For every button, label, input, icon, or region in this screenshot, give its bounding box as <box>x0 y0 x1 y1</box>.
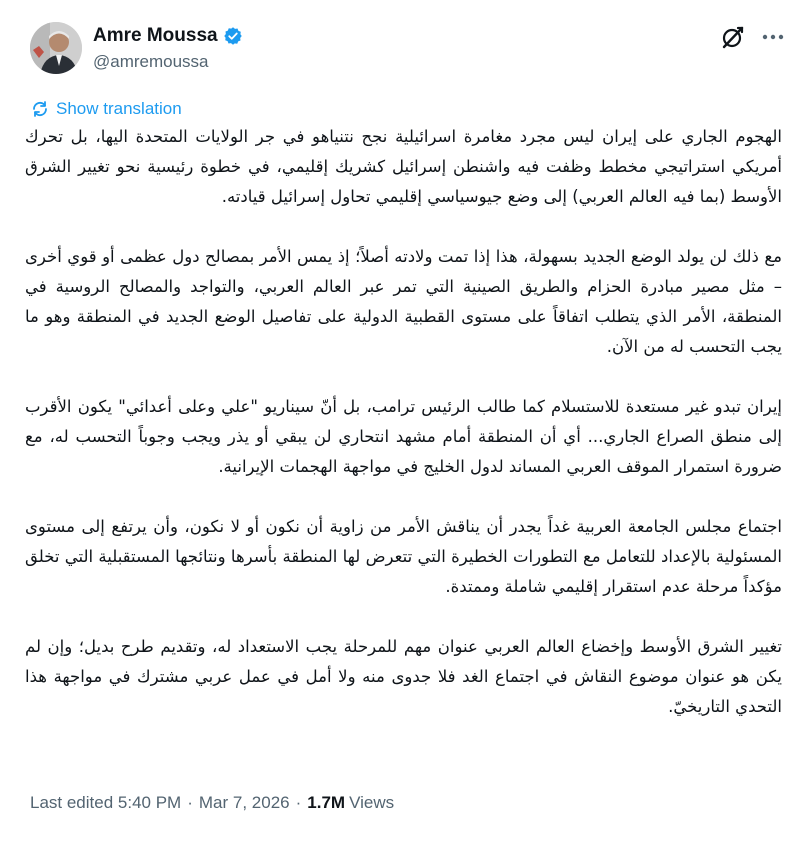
views-count: 1.7M <box>307 793 346 812</box>
author-handle[interactable]: @amremoussa <box>93 52 209 71</box>
post-meta <box>30 793 394 813</box>
verified-badge-icon <box>223 26 243 46</box>
views-label: Views <box>349 793 395 812</box>
show-translation-button[interactable] <box>30 99 182 119</box>
edited-timestamp[interactable]: Last edited 5:40 PM <box>30 793 182 812</box>
post-paragraph-3: إيران تبدو غير مستعدة للاستسلام كما طالب الرئيس ترامب، بل أنّ سيناريو "علي وعلى أعدائي" يكون الأقرب إلى منطق الصراع الجاري... أي أن المنطقة أمام مشهد انتحاري لن يبقي أو يذر ويجب وجوباً التحسب له، مع ضرورة استمرار الموقف العربي المساند لدول الخليج في مواجهة الهجمات الإيرانية. <box>25 397 782 476</box>
post-paragraph-5: تغيير الشرق الأوسط وإخضاع العالم العربي عنوان مهم للمرحلة يجب الاستعداد له، وتقديم طرح بديل؛ وإن لم يكن هو عنوان موضوع النقاش في اجتماع الغد فلا جدوى منه ولا أمل في عمل عربي مشترك في مواجهة هذا التحدي التاريخيّ. <box>25 637 782 716</box>
meta-separator: · <box>187 793 193 812</box>
author-name-row[interactable] <box>93 25 243 47</box>
post-paragraph-4: اجتماع مجلس الجامعة العربية غداً يجدر أن يناقش الأمر من زاوية أن نكون أو لا نكون، وأن يرتفع إلى مستوى المسئولية بالإعداد للتعامل مع التطورات الخطيرة التي تتعرض لها المنطقة بأسرها ونتائجها المستقبلية التي تخلق مؤكداً مرحلة عدم استقرار إقليمي شاملة وممتدة. <box>25 517 782 596</box>
grok-icon[interactable] <box>720 24 746 50</box>
translate-icon <box>30 99 50 119</box>
show-translation-label[interactable]: Show translation <box>56 99 182 118</box>
meta-separator-2: · <box>295 793 302 812</box>
post-date[interactable]: Mar 7, 2026 <box>198 793 290 812</box>
author-name[interactable]: Amre Moussa <box>93 25 218 46</box>
post-body <box>25 122 782 722</box>
more-icon[interactable] <box>760 24 786 50</box>
post-paragraph-1: الهجوم الجاري على إيران ليس مجرد مغامرة اسرائيلية نجح نتنياهو في جر الولايات المتحدة اليها، بل تحرك أمريكي استراتيجي مخطط وظفت فيه واشنطن إسرائيل كشريك إقليمي، في خطوة رئيسية نحو تغيير الشرق الأوسط (بما فيه العالم العربي) إلى وضع جيوسياسي إقليمي تحاول إسرائيل قيادته. <box>25 127 782 206</box>
avatar[interactable] <box>30 22 82 74</box>
post-paragraph-2: مع ذلك لن يولد الوضع الجديد بسهولة، هذا إذا تمت ولادته أصلاً؛ إذ يمس الأمر بمصالح دول عظمى أو قوي أخرى – مثل مصير مبادرة الحزام والطريق الصينية التي تمر عبر العالم العربي، والتواجد والمصالح الروسية في المنطقة، الأمر الذي يتطلب اتفاقاً على مستوى القطبية الدولية على تفاصيل الوضع الجديد في المنطقة وهو ما يجب التحسب له من الآن. <box>25 247 782 356</box>
